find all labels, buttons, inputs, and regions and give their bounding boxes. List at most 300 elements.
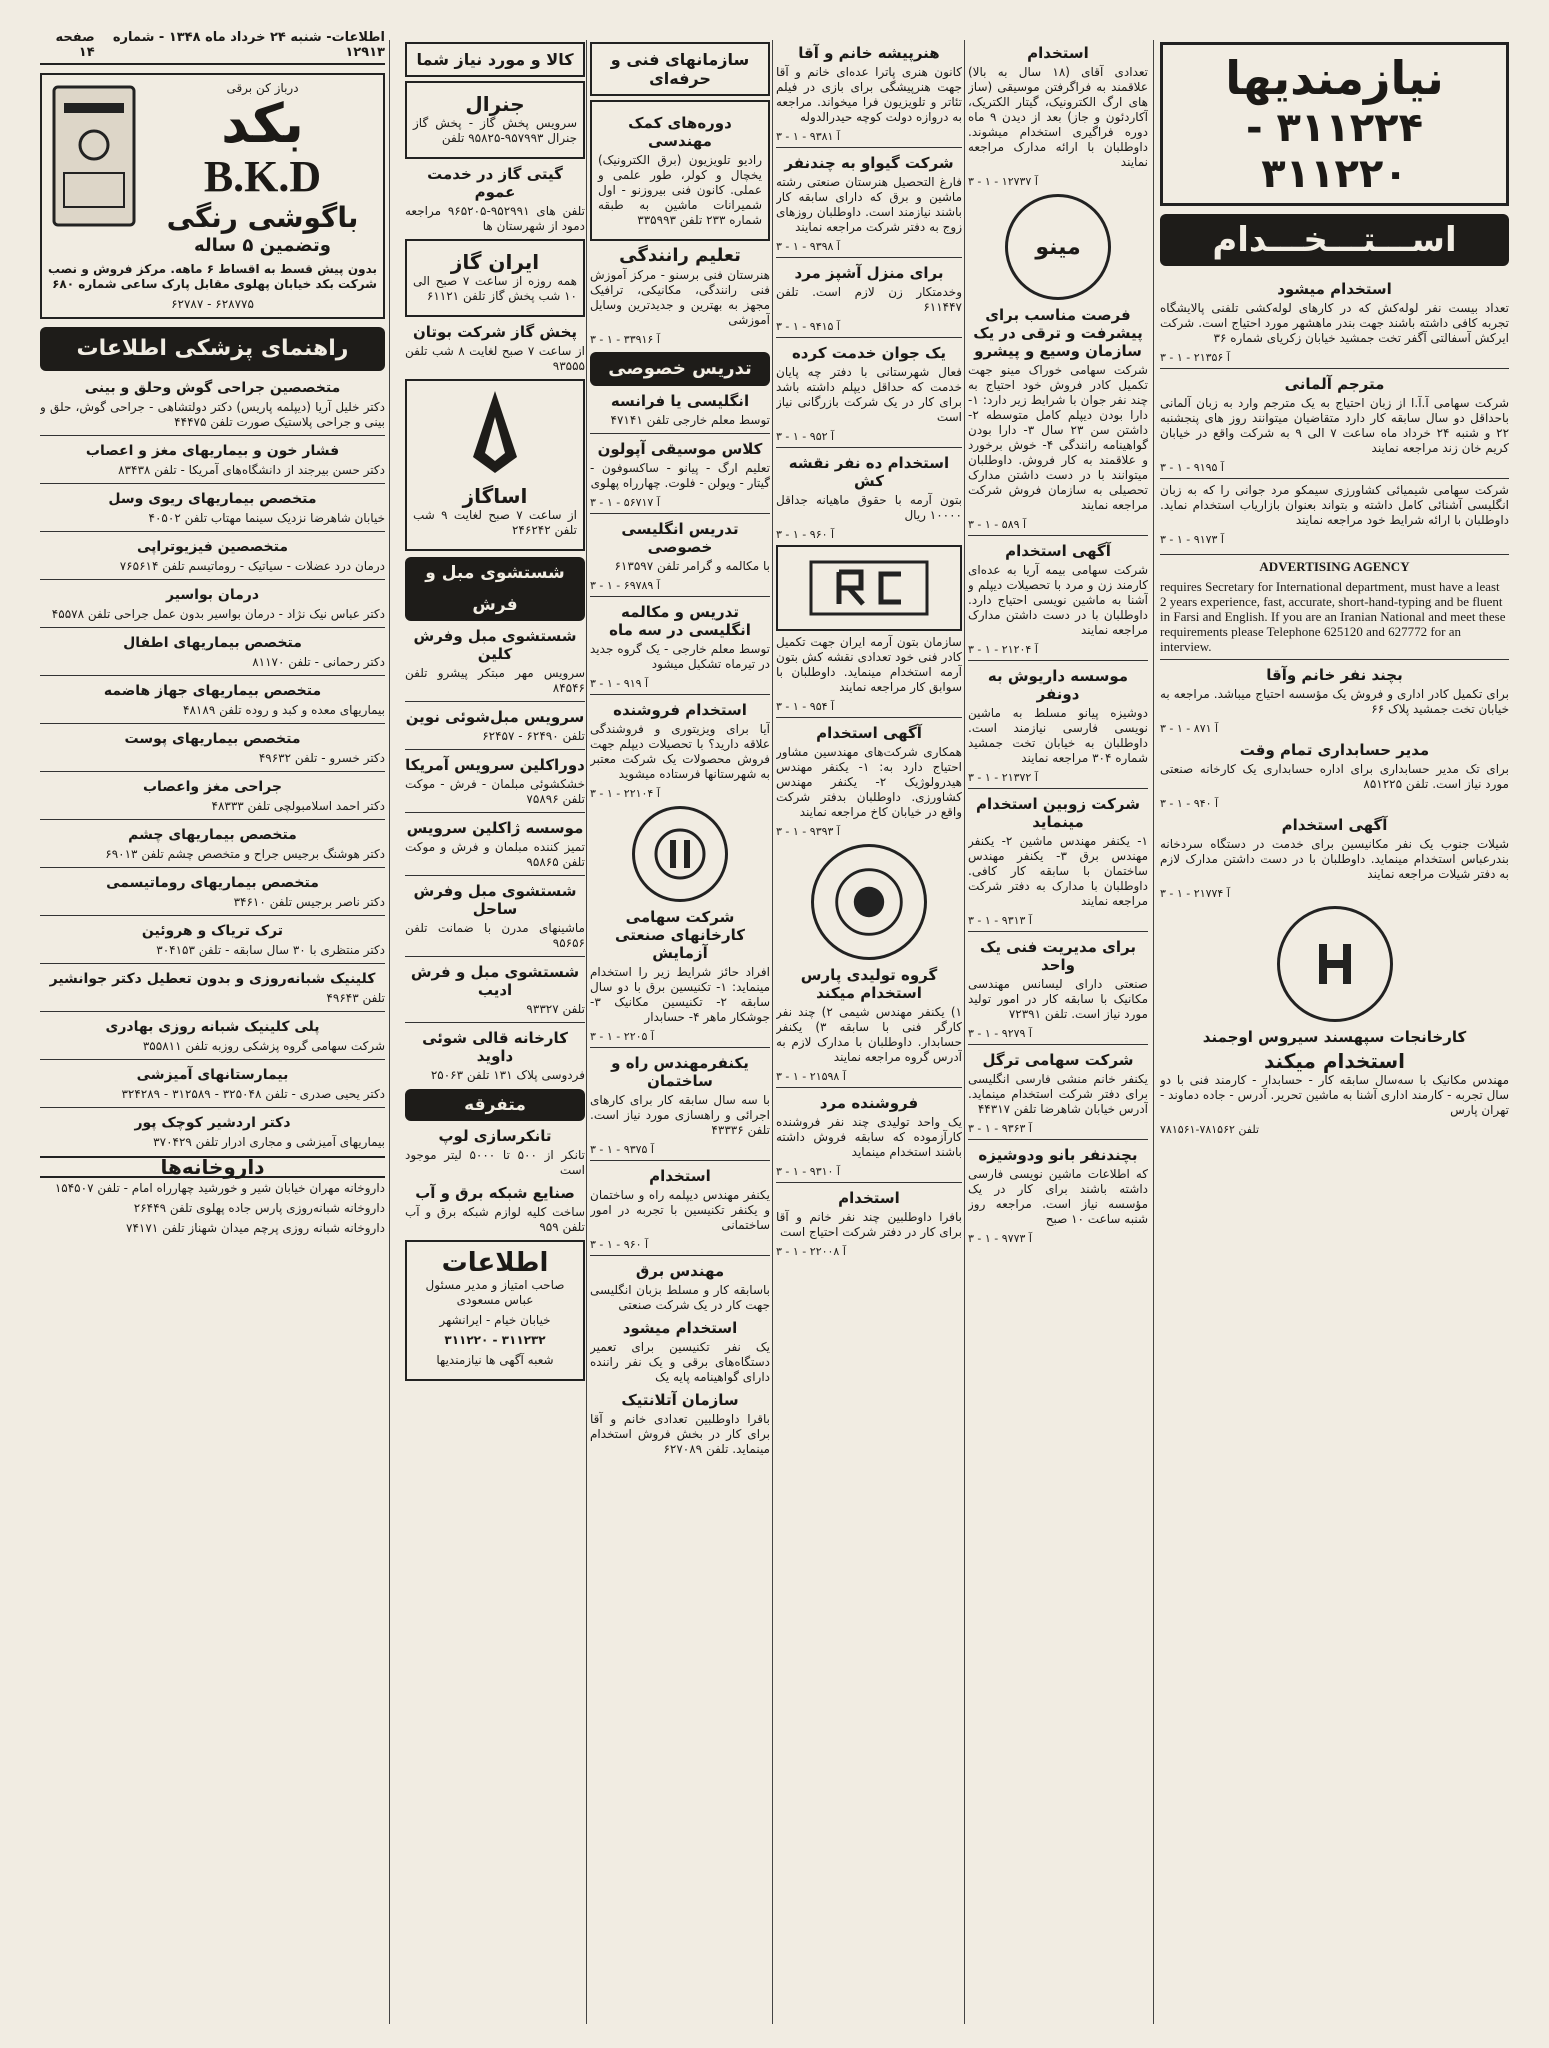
medical-item <box>40 586 385 622</box>
flame-icon <box>465 387 525 477</box>
ad-block <box>776 966 962 1083</box>
ad-block <box>590 603 770 690</box>
ad-block <box>590 1054 770 1156</box>
ad-title: شستشوی مبل وفرش ساحل <box>413 882 577 918</box>
bkd-phones: ۶۲۸۷۷۵ - ۶۲۷۸۷ <box>171 297 254 311</box>
publisher-note: شعبه آگهی ها نیازمندیها <box>436 1353 554 1367</box>
ad-title: استخدام <box>1027 44 1089 62</box>
ad-body: باقرا داوطلبین تعدادی خانم و آقا برای کار در بخش فروش استخدام مینماید. تلفن ۶۲۷۰۸۹ <box>590 1412 770 1456</box>
ad-body: از ساعت ۷ صبح لغایت ۹ شب تلفن ۲۴۶۲۴۲ <box>413 508 577 537</box>
ad-block <box>968 795 1148 927</box>
ad-code: آ ۹۴۱۵ - ۱ - ۳ <box>776 320 840 333</box>
services-banner: کالا و مورد نیاز شما <box>405 42 585 77</box>
ad-title: استخدام <box>649 1167 711 1185</box>
ad-code: آ ۲۱۵۹۸ - ۱ - ۳ <box>776 1070 846 1083</box>
ad-block <box>405 1029 585 1083</box>
pharmacy-item: داروخانه مهران خیابان شیر و خورشید چهارراه امام - تلفن ۱۵۴۵۰۷ <box>54 1181 385 1195</box>
bkd-ad <box>40 73 385 319</box>
ad-title: تدریس انگلیسی خصوصی <box>621 520 739 556</box>
separator <box>40 675 385 676</box>
bkd-brand-en: B.K.D <box>203 152 322 201</box>
ad-body: همه روزه از ساعت ۷ صبح الی ۱۰ شب پخش گاز تلفن ۶۱۱۲۱ <box>413 274 577 303</box>
medical-title: متخصص بیماریهای روماتیسمی <box>106 875 319 891</box>
column-needs-and-hiring <box>1160 38 1509 2026</box>
ad-block <box>405 165 585 234</box>
separator <box>590 1255 770 1256</box>
ad-title: فرصت مناسب برای پیشرفت و ترقی در یک سازمان وسیع و پیشرو <box>973 306 1143 360</box>
ad-block <box>776 264 962 333</box>
publisher-title: اطلاعات <box>441 1248 549 1278</box>
pharmacies-title: داروخانه‌ها <box>40 1156 385 1178</box>
separator <box>40 579 385 580</box>
rule-c <box>772 40 773 2024</box>
ad-title: استخدام <box>838 1189 900 1207</box>
ad-title: مترجم آلمانی <box>1284 375 1385 393</box>
separator <box>776 717 962 718</box>
ad-body: یکنفر خانم منشی فارسی انگلیسی برای دفتر شرکت استخدام مینماید. آدرس خیابان شاهرضا تلفن ۴۴۳۱۷ <box>968 1072 1148 1116</box>
ad-title: استخدام میشود <box>1277 280 1392 298</box>
ad-code: آ ۹۳۹۳ - ۱ - ۳ <box>776 825 840 838</box>
column-services <box>405 38 585 2026</box>
separator <box>40 771 385 772</box>
misc-banner: متفرقه <box>405 1089 585 1121</box>
ad-code: آ ۹۳۶۳ - ۱ - ۳ <box>968 1122 1032 1135</box>
ad-body: ساخت کلیه لوازم شبکه برق و آب تلفن ۹۵۹ <box>405 1205 585 1234</box>
ad-block <box>405 819 585 870</box>
ad-code: آ ۹۵۲ - ۱ - ۳ <box>776 430 835 443</box>
ad-body: تلفن های ۹۵۲۹۹۱-۹۶۵۲۰۵ مراجعه دمود از شهرستان ها <box>405 204 585 233</box>
ad-title: برای مدیریت فنی یک واحد <box>979 938 1137 974</box>
medical-title: بیمارستانهای آمیزشی <box>136 1067 289 1083</box>
medical-body: دکتر هوشنگ برجیس جراح و متخصص چشم تلفن ۶۹۰۱۳ <box>105 847 385 861</box>
medical-guide-banner: راهنمای پزشکی اطلاعات <box>40 327 385 371</box>
ad-block <box>405 756 585 807</box>
ad-block <box>1160 741 1509 810</box>
bkd-body: بدون پیش قسط به اقساط ۶ ماهه. مرکز فروش و نصب شرکت بکد خیابان پهلوی مقابل پارک ساعی شماره ۶۸۰ <box>48 262 378 291</box>
separator <box>776 337 962 338</box>
medical-title: متخصص بیماریهای جهاز هاضمه <box>103 683 322 699</box>
ad-body: رادیو تلویزیون (برق الکترونیک) یخچال و کولر، طور علمی و عملی. کانون فنی بیروزنو - اول شمیرانات ماشین به طبقه شماره ۲۳۳ تلفن ۳۳۵۹۹۳ <box>598 153 762 227</box>
ad-block <box>968 1146 1148 1245</box>
ad-body: توسط معلم خارجی تلفن ۴۷۱۴۱ <box>610 413 770 427</box>
english-ad-heading: ADVERTISING AGENCY <box>1259 559 1410 574</box>
ad-block <box>776 724 962 838</box>
ad-code: آ ۹۱۹۵ - ۱ - ۳ <box>1160 461 1224 474</box>
medical-item <box>40 922 385 958</box>
ad-title: تدریس و مکالمه انگلیسی در سه ماه <box>609 603 751 639</box>
company-logo-icon <box>1305 934 1365 994</box>
ad-code: آ ۸۷۱ - ۱ - ۳ <box>1160 722 1219 735</box>
separator <box>968 660 1148 661</box>
ad-title: هنرپیشه خانم و آقا <box>798 44 940 62</box>
medical-title: متخصصین فیزیوتراپی <box>136 539 289 555</box>
ad-body: ۱) یکنفر مهندس شیمی ۲) چند نفر کارگر فنی با سابقه ۳) یکنفر حسابدار. داوطلبان با مدارک لازم به آدرس گروه مراجعه نمایند <box>776 1005 962 1064</box>
separator <box>40 867 385 868</box>
ad-code: آ ۹۱۷۳ - ۱ - ۳ <box>1160 533 1224 546</box>
ad-block <box>405 323 585 374</box>
ad-body: یک واحد تولیدی چند نفر فروشنده کارآزموده که سابقه فروش داشته باشند استخدام مینماید <box>776 1115 962 1159</box>
publisher-manager: صاحب امتیاز و مدیر مسئول عباس مسعودی <box>425 1278 565 1307</box>
ad-block <box>590 701 770 800</box>
separator <box>40 963 385 964</box>
ad-block <box>968 542 1148 656</box>
ad-title: آگهی استخدام <box>816 724 922 742</box>
company-name: کارخانجات سپهسند سیروس اوجمند <box>1202 1028 1467 1046</box>
medical-body: دکتر احمد اسلامبولچی تلفن ۴۸۳۳۳ <box>211 799 385 813</box>
ad-title: آگهی استخدام <box>1281 816 1388 834</box>
ad-block <box>590 908 770 1043</box>
ad-title: تانکرسازی لوپ <box>438 1127 552 1145</box>
ad-body: تعداد بیست نفر لوله‌کش که در کارهای لوله‌کشی تلفنی پالایشگاه تجربه کافی داشته باشند جهت بندر ماهشهر مورد احتیاج است. شرکت ایرکش آسفالتی آگفر تخت جمشید خیابان زکریای شماره ۳۶ <box>1160 301 1509 345</box>
ad-block <box>590 1391 770 1457</box>
ad-title: سازمان آتلانتیک <box>621 1391 739 1409</box>
page-number: صفحه ۱۴ <box>55 30 95 60</box>
medical-body: دکتر منتظری با ۳۰ سال سابقه - تلفن ۳۰۴۱۵۳ <box>156 943 385 957</box>
separator <box>590 1047 770 1048</box>
medical-body: بیماریهای آمیزشی و مجاری ادرار تلفن ۳۷۰۴۲۹ <box>153 1135 385 1149</box>
medical-item <box>40 682 385 718</box>
carpet-cleaning-banner: شستشوی مبل و فرش <box>405 557 585 621</box>
ad-block <box>1160 666 1509 735</box>
medical-body: شرکت سهامی گروه پزشکی روزبه تلفن ۳۵۵۸۱۱ <box>142 1039 385 1053</box>
column-hiring-4-visible <box>776 38 962 2026</box>
ad-block <box>776 635 962 713</box>
gas-ad <box>405 239 585 317</box>
ad-block <box>776 454 962 541</box>
ad-body: افراد حائز شرایط زیر را استخدام مینماید: ۱- تکنیسین برق با دو سال سابقه ۲- تکنیسین مکانیک ۳- جوشکار ماهر ۴- حسابدار <box>590 965 770 1024</box>
ad-code: آ ۹۶۰ - ۱ - ۳ <box>776 528 835 541</box>
company-logo <box>1277 906 1393 1022</box>
medical-body: درمان درد عضلات - سیاتیک - روماتیسم تلفن ۷۶۵۶۱۴ <box>119 559 385 573</box>
rule-a <box>389 40 390 2024</box>
ad-body: تلفن ۶۲۴۹۰ - ۶۲۴۵۷ <box>482 729 585 743</box>
medical-title: ترک تریاک و هروئین <box>141 923 284 939</box>
ad-title: انگلیسی یا فرانسه <box>610 392 750 410</box>
ad-title: شستشوی مبل و فرش ادیب <box>410 963 580 999</box>
ad-title: شرکت سهامی ترگل <box>982 1051 1134 1069</box>
ad-body: از ساعت ۷ صبح لغایت ۸ شب تلفن ۹۳۵۵۵ <box>405 344 585 373</box>
separator <box>776 1182 962 1183</box>
medical-body: دکتر ناصر برجیس تلفن ۳۴۶۱۰ <box>233 895 385 909</box>
gas-ad <box>405 81 585 159</box>
medical-title: متخصص بیماریهای چشم <box>128 827 297 843</box>
ad-title: استخدام میشود <box>622 1319 738 1337</box>
pharmacy-item: داروخانه شبانه روزی پرچم میدان شهناز تلفن ۷۴۱۷۱ <box>126 1221 385 1235</box>
ad-code: آ ۲۱۳۷۲ - ۱ - ۳ <box>968 771 1038 784</box>
ad-body: شرکت سهامی شیمیائی کشاورزی سیمکو مرد جوانی را که به زبان انگلیسی آشنائی کامل داشته و بتواند بعنوان بازاریاب استخدام نماید. داوطلبان با ارائه شرایط خود مراجعه نمایند <box>1160 483 1509 527</box>
ad-body: آیا برای ویزیتوری و فروشندگی علاقه دارید؟ با تحصیلات دیپلم جهت فروش محصولات یک شرکت معتبر به شهرستانها فرستاده میشوید <box>590 722 770 781</box>
ad-block <box>1160 483 1509 546</box>
bkd-ad-inner <box>48 81 377 256</box>
ad-body: سرویس مهر مبتکر پیشرو تلفن ۸۴۵۴۶ <box>405 666 585 695</box>
issue-line: اطلاعات- شنبه ۲۴ خرداد ماه ۱۳۴۸ - شماره ۱۲۹۱۳ <box>112 30 385 60</box>
ad-title: شرکت زوبین استخدام مینماید <box>976 795 1140 831</box>
ad-block <box>590 247 770 346</box>
ad-title: شرکت سهامی کارخانهای صنعتی آزمایش <box>615 908 745 962</box>
ad-title: گروه تولیدی پارس استخدام میکند <box>800 966 938 1002</box>
ad-block <box>405 1184 585 1235</box>
ad-title: یکنفرمهندس راه و ساختمان <box>611 1054 749 1090</box>
medical-body: دکتر خلیل آریا (دیپلمه پاریس) دکتر دولتشاهی - جراحی گوش، حلق و بینی و جراحی پلاستیک صورت تلفن ۴۴۴۷۵ <box>40 400 385 429</box>
hiring-banner: اســـتـــخـــدام <box>1160 214 1509 266</box>
classifieds-title: نیازمندیها <box>1225 51 1444 105</box>
ad-body: کانون هنری پاترا عده‌ای خانم و آقا جهت هنرپیشگی برای بازی در فیلم تئاتر و تلویزیون فرا میخواند. مراجعه به دروازه دولت کوچه حیدرالدوله <box>776 65 962 124</box>
ad-block <box>590 1167 770 1251</box>
ad-title: برای منزل آشپز مرد <box>794 264 944 282</box>
ad-block <box>968 44 1148 188</box>
ad-block <box>776 1189 962 1258</box>
ad-code: آ ۲۱۳۵۶ - ۱ - ۳ <box>1160 351 1230 364</box>
ad-body: شیلات جنوب یک نفر مکانیسین برای خدمت در دستگاه سردخانه بندرعباس استخدام مینماید. داوطلبان با در دست داشتن مدارک لازم به دفتر شیلات مراجعه نمایند <box>1160 837 1509 881</box>
ad-title: آگهی استخدام <box>1005 542 1111 560</box>
separator <box>405 812 585 813</box>
ad-body: فردوسی پلاک ۱۳۱ تلفن ۲۵۰۶۳ <box>430 1068 585 1082</box>
ad-body: دوشیزه پیانو مسلط به ماشین نویسی فارسی نیازمند است. داوطلبان به خیابان تخت جمشید شماره ۳۰۴ مراجعه نمایند <box>968 706 1148 765</box>
ad-title: فروشنده مرد <box>819 1094 919 1112</box>
ad-body: مهندس مکانیک با سه‌سال سابقه کار - حسابدار - کارمند فنی با دو سال تجربه - کارمند اداری آشنا به ماشین تحریر. آدرس - جاده دماوند - تهران پارس <box>1160 1073 1509 1117</box>
medical-list <box>40 379 385 1150</box>
ad-code: آ ۹۳۷۵ - ۱ - ۳ <box>590 1143 654 1156</box>
ad-block <box>968 667 1148 784</box>
ad-code: آ ۶۹۷۸۹ - ۱ - ۳ <box>590 579 660 592</box>
ad-code: آ ۱۲۷۳۷ - ۱ - ۳ <box>968 175 1038 188</box>
medical-body: خیابان شاهرضا نزدیک سینما مهتاب تلفن ۴۰۵۰۲ <box>148 511 385 525</box>
ad-body: باسابقه کار و مسلط بزبان انگلیسی جهت کار در یک شرکت صنعتی <box>590 1283 770 1312</box>
separator <box>968 535 1148 536</box>
ad-block <box>776 44 962 143</box>
medical-item <box>40 1066 385 1102</box>
ad-code: آ ۳۳۹۱۶ - ۱ - ۳ <box>590 333 660 346</box>
ad-body: تمیز کننده مبلمان و فرش و موکت تلفن ۹۵۸۶۵ <box>405 840 585 869</box>
ad-code: آ ۹۳۹۸ - ۱ - ۳ <box>776 240 840 253</box>
ad-body: فارغ التحصیل هنرستان صنعتی رشته ماشین و برق که دارای سابقه کار باشند نیازمند است. داوطلبان روزهای زوج به دفتر شرکت مراجعه نمایند <box>776 175 962 234</box>
ad-body: شرکت سهامی بیمه آریا به عده‌ای کارمند زن و مرد با تحصیلات دیپلم و آشنا به ماشین نویسی احتیاج دارد. داوطلبان با در دست داشتن مدارک مراجعه نمایند <box>968 563 1148 637</box>
medical-item <box>40 538 385 574</box>
ad-body: ماشینهای مدرن با ضمانت تلفن ۹۵۶۵۶ <box>405 921 585 950</box>
ad-body: خشکشوئی مبلمان - فرش - موکت تلفن ۷۵۸۹۶ <box>405 777 585 806</box>
medical-title: دکتر اردشیر کوچک پور <box>134 1115 291 1131</box>
intercom-icon <box>48 81 140 231</box>
ad-code: آ ۹۲۷۹ - ۱ - ۳ <box>968 1027 1032 1040</box>
medical-body: دکتر یحیی صدری - تلفن ۳۲۵۰۴۸ - ۳۱۲۵۸۹ - ۳۲۴۲۸۹ <box>121 1087 385 1101</box>
publisher-address: خیابان خیام - ایرانشهر <box>439 1313 551 1327</box>
ad-body: شرکت سهامی آ.آ.ا از زبان احتیاج به یک مترجم وارد به زبان آلمانی باحداقل دو سال سابقه کار دارد متقاضیان میتوانند روز های پنجشنبه ۲۲ و شنبه ۲۴ خرداد ماه ساعت ۷ الی ۹ به شرکت واقع در خیابان کریم خان زند مراجعه نمایند <box>1160 396 1509 455</box>
ad-code: تلفن ۷۸۱۵۶۲-۷۸۱۵۶۱ <box>1160 1123 1260 1136</box>
separator <box>590 513 770 514</box>
rule-b <box>586 40 587 2024</box>
medical-item <box>40 379 385 430</box>
ad-block <box>590 1319 770 1385</box>
ad-body: با مکالمه و گرامر تلفن ۶۱۳۵۹۷ <box>614 559 770 573</box>
medical-item <box>40 730 385 766</box>
ad-title: مدیر حسابداری تمام وقت <box>1239 741 1430 759</box>
ad-block <box>405 1127 585 1178</box>
ad-title: اساگاز <box>462 484 528 508</box>
ad-title: استخدام ده نفر نقشه کش <box>788 454 950 490</box>
ad-box <box>590 100 770 241</box>
ad-block <box>968 1051 1148 1135</box>
separator <box>405 875 585 876</box>
medical-title: درمان بواسیر <box>165 587 260 603</box>
medical-item <box>40 490 385 526</box>
ad-body: برای تک مدیر حسابداری برای اداره حسابداری یک کارخانه صنعتی مورد نیاز است. تلفن ۸۵۱۲۲۵ <box>1160 762 1509 791</box>
separator <box>40 1011 385 1012</box>
medical-item <box>40 442 385 478</box>
technical-orgs-banner: سازمانهای فنی و حرفه‌ای <box>590 42 770 96</box>
rule-d <box>964 40 965 2024</box>
ad-block <box>776 1094 962 1178</box>
minoo-logo <box>1005 194 1111 300</box>
separator <box>590 596 770 597</box>
ad-title: سرویس مبل‌شوئی نوین <box>405 708 585 726</box>
bkd-ad-text <box>148 81 377 256</box>
ad-code: آ ۹۵۴ - ۱ - ۳ <box>776 700 835 713</box>
medical-title: متخصصین جراحی گوش وحلق و بینی <box>84 380 341 396</box>
separator <box>1160 554 1509 555</box>
separator <box>590 1160 770 1161</box>
medical-item <box>40 970 385 1006</box>
medical-body: تلفن ۴۹۶۴۳ <box>326 991 385 1005</box>
separator <box>776 147 962 148</box>
ad-block <box>405 627 585 696</box>
ad-block <box>776 344 962 443</box>
ad-body: که اطلاعات ماشین نویسی فارسی داشته باشند برای کار در یک مؤسسه نیاز است. مراجعه روز شنبه ساعت ۱۰ صبح <box>968 1167 1148 1226</box>
hiring-split <box>1160 274 1509 550</box>
ad-body: برای تکمیل کادر اداری و فروش یک مؤسسه احتیاج میباشد. مراجعه به خیابان تخت جمشید پلاک ۶۶ <box>1160 687 1509 716</box>
ad-code: آ ۹۴۰ - ۱ - ۳ <box>1160 797 1219 810</box>
ad-block <box>590 520 770 592</box>
medical-item <box>40 874 385 910</box>
ad-body: صنعتی دارای لیسانس مهندسی مکانیک با سابقه کار در امور تولید مورد نیاز است. تلفن ۷۲۳۹۱ <box>968 977 1148 1021</box>
medical-title: متخصص بیماریهای پوست <box>124 731 301 747</box>
bkd-brand-fa: بکد <box>221 92 304 155</box>
medical-title: متخصص بیماریهای اطفال <box>123 635 302 651</box>
azmayesh-logo <box>632 806 728 902</box>
english-ad <box>1160 559 1509 654</box>
medical-item <box>40 634 385 670</box>
ad-title: یک جوان خدمت کرده <box>791 344 947 362</box>
ad-title: گیتی گاز در خدمت عموم <box>427 165 563 201</box>
medical-item <box>40 778 385 814</box>
column-medical-guide <box>40 30 385 2026</box>
ad-title: موسسه داریوش به دونفر <box>987 667 1129 703</box>
ad-title: دوراکلین سرویس آمریکا <box>405 756 585 774</box>
ad-code: آ ۲۱۷۷۴ - ۱ - ۳ <box>1160 887 1230 900</box>
separator <box>968 1044 1148 1045</box>
ad-body: همکاری شرکت‌های مهندسین مشاور احتیاج دارد به: ۱- یکنفر مهندس هیدرولوژیک ۲- یکنفر مهندس کشاورزی. داوطلبان بدفتر شرکت واقع در خیابان کاخ مراجعه نمایند <box>776 745 962 819</box>
separator <box>1160 368 1509 369</box>
separator <box>40 435 385 436</box>
separator <box>40 1107 385 1108</box>
rc-logo-icon <box>809 560 929 616</box>
ad-title: دوره‌های کمک مهندسی <box>628 114 732 150</box>
ad-code: آ ۵۶۷۱۷ - ۱ - ۳ <box>590 496 660 509</box>
separator <box>405 1022 585 1023</box>
separator <box>1160 478 1509 479</box>
pharmacy-item: داروخانه شبانه‌روزی پارس جاده پهلوی تلفن ۲۶۴۴۹ <box>133 1201 385 1215</box>
ad-block <box>1160 816 1509 900</box>
classifieds-masthead <box>1160 42 1509 206</box>
ad-body: بتون آرمه با حقوق ماهیانه جداقل ۱۰۰۰۰ ریال <box>776 493 962 522</box>
ad-block <box>405 708 585 744</box>
ad-title: استخدام فروشنده <box>613 701 747 719</box>
classifieds-phones: ۳۱۱۲۲۴ - ۳۱۱۲۲۰ <box>1245 105 1423 197</box>
ad-body: تعدادی آقای (۱۸ سال به بالا) علاقمند به فراگرفتن موسیقی (ساز های ارگ الکترونیک، گیتار الکتریک، آکاردئون و جاز) بعد از دیدن ۹ ماه دوره فراگیری استخدام میشوند. داوطلبان با ارائه مدارک مراجعه نمایند <box>968 65 1148 169</box>
azmayesh-icon <box>652 826 708 882</box>
ad-body: تلفن ۹۳۳۲۷ <box>526 1002 585 1016</box>
ad-block <box>405 882 585 951</box>
separator <box>590 433 770 434</box>
ad-title: موسسه ژاکلین سرویس <box>406 819 584 837</box>
medical-body: دکتر عباس نیک نژاد - درمان بواسیر بدون عمل جراحی تلفن ۴۵۵۷۸ <box>51 607 385 621</box>
medical-body: دکتر خسرو - تلفن ۴۹۶۳۲ <box>258 751 385 765</box>
ad-title: جنرال <box>465 92 525 116</box>
ad-block <box>590 440 770 509</box>
separator <box>40 627 385 628</box>
rc-logo <box>776 545 962 631</box>
ad-code: آ ۹۳۱۳ - ۱ - ۳ <box>968 914 1032 927</box>
ad-title: بچند نفر خانم وآقا <box>1266 666 1403 684</box>
ad-body: سرویس پخش گاز - پخش گاز جنرال ۹۵۷۹۹۳-۹۵۸۲۵ تلفن <box>413 116 577 145</box>
ad-title: تعلیم رانندگی <box>619 245 741 266</box>
pars-group-icon <box>831 864 907 940</box>
ad-body: وخدمتکار زن لازم است. تلفن ۶۱۱۴۴۷ <box>776 285 962 314</box>
separator <box>405 956 585 957</box>
page-header <box>40 30 385 65</box>
asagaz-ad <box>405 379 585 551</box>
ad-body: با سه سال سابقه کار برای کارهای اجرائی و راهسازی مورد نیاز است. تلفن ۴۳۳۳۶ <box>590 1093 770 1137</box>
medical-body: بیماریهای معده و کبد و روده تلفن ۴۸۱۸۹ <box>183 703 385 717</box>
separator <box>40 1059 385 1060</box>
column-education-visible <box>590 38 770 2026</box>
column-hiring-3 <box>968 38 1148 2026</box>
separator <box>968 788 1148 789</box>
ad-body: فعال شهرستانی با دفتر چه پایان خدمت که حداقل دیپلم داشته باشد برای کار در یک شرکت بازرگانی نیاز است <box>776 365 962 424</box>
ad-code: آ ۲۲۰۵ - ۱ - ۳ <box>590 1030 654 1043</box>
ad-title: شرکت گیواو به چندنفر <box>784 154 954 172</box>
separator <box>40 531 385 532</box>
hiring-ads-a <box>1160 274 1509 550</box>
medical-title: جراحی مغز واعصاب <box>142 779 283 795</box>
ad-title: استخدام میکند <box>1263 1049 1406 1073</box>
separator <box>405 701 585 702</box>
separator <box>40 915 385 916</box>
ad-code: آ ۹۳۸۱ - ۱ - ۳ <box>776 130 840 143</box>
ad-title: کلاس موسیقی آپولون <box>597 440 763 458</box>
ad-code: آ ۲۱۲۰۴ - ۱ - ۳ <box>968 643 1038 656</box>
medical-body: دکتر حسن بیرجند از دانشگاه‌های آمریکا - تلفن ۸۳۴۳۸ <box>118 463 385 477</box>
english-ad-body: requires Secretary for International department, must have a least 2 years experience, fast, accurate, short-hand-typing and be fluent in Farsi and English. If you are an Iranian National and meet these requirements please Telephone 625120 and 627772 for an interview. <box>1160 579 1506 654</box>
medical-item <box>40 826 385 862</box>
ad-code: آ ۵۸۹ - ۱ - ۳ <box>968 518 1027 531</box>
ad-code: آ ۹۷۷۳ - ۱ - ۳ <box>968 1232 1032 1245</box>
separator <box>968 1139 1148 1140</box>
separator <box>40 483 385 484</box>
ad-block <box>1160 375 1509 474</box>
separator <box>405 749 585 750</box>
ad-block <box>590 392 770 428</box>
separator <box>590 694 770 695</box>
separator <box>40 723 385 724</box>
minoo-logo-text: مینو <box>1035 234 1081 260</box>
ad-title: ایران گاز <box>450 250 540 274</box>
ad-code: آ ۹۶۰ - ۱ - ۳ <box>590 1238 649 1251</box>
separator <box>776 257 962 258</box>
ad-title: کارخانه قالی شوئی داوید <box>422 1029 568 1065</box>
medical-item <box>40 1114 385 1150</box>
bkd-warranty: وتضمین ۵ ساله <box>194 235 331 256</box>
ad-title: شستشوی مبل وفرش کلین <box>413 627 577 663</box>
